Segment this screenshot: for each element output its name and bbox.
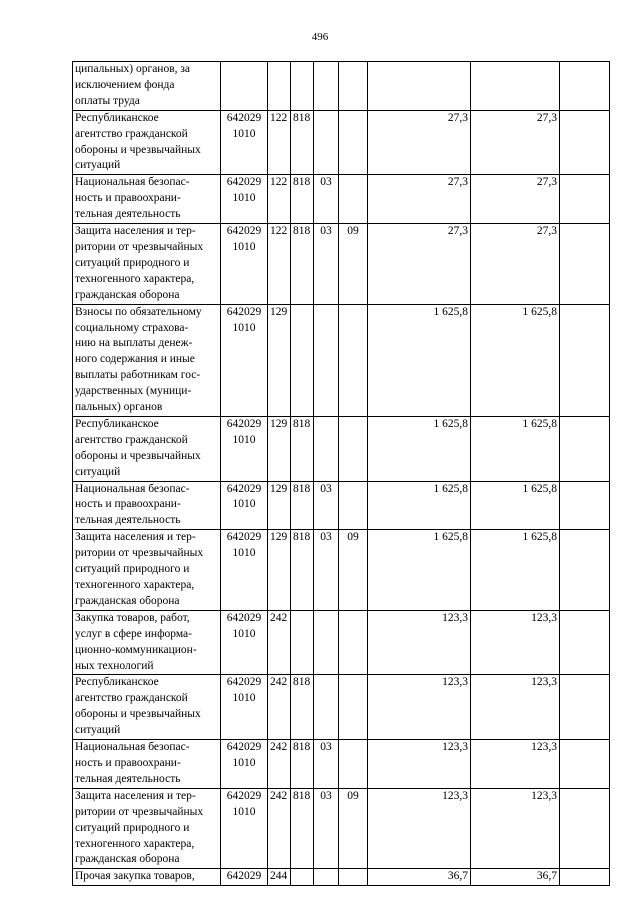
subsection-cell <box>339 740 368 789</box>
expense-name-line: ритории от чрезвычайных <box>75 240 204 253</box>
expense-name-line: ситуаций <box>75 465 121 478</box>
section-cell <box>314 869 339 886</box>
amount-cell: 27,3 <box>368 110 471 175</box>
department-cell: 818 <box>291 224 314 305</box>
section-cell: 03 <box>314 740 339 789</box>
expense-type-cell: 122 <box>268 110 291 175</box>
amount-cell: 1 625,8 <box>471 530 560 611</box>
target-code-line: 642029 <box>226 111 262 124</box>
department-cell <box>291 304 314 416</box>
section-cell: 03 <box>314 175 339 224</box>
amount-cell: 1 625,8 <box>368 530 471 611</box>
expense-name-line: тельная деятельность <box>75 208 181 221</box>
target-code-line: 1010 <box>232 692 256 705</box>
expense-name-line: тельная деятельность <box>75 772 181 785</box>
expense-type-cell: 122 <box>268 175 291 224</box>
expense-name-cell <box>73 788 221 869</box>
target-code-line: 1010 <box>232 756 256 769</box>
expense-name-cell <box>73 416 221 481</box>
expense-name-line: Национальная безопас- <box>75 741 190 754</box>
amount-cell: 123,3 <box>471 740 560 789</box>
section-cell: 03 <box>314 224 339 305</box>
table-row <box>73 416 610 481</box>
table-row <box>73 481 610 530</box>
subsection-cell: 09 <box>339 530 368 611</box>
department-cell: 818 <box>291 416 314 481</box>
expense-type-cell: 129 <box>268 416 291 481</box>
amount-cell: 27,3 <box>471 224 560 305</box>
amount-cell: 123,3 <box>471 675 560 740</box>
department-cell: 818 <box>291 175 314 224</box>
target-code-cell <box>221 740 268 789</box>
expense-name-line: услуг в сфере информа- <box>75 627 192 640</box>
department-cell: 818 <box>291 481 314 530</box>
expense-name-line: Национальная безопас- <box>75 176 190 189</box>
target-code-line: 642029 <box>226 676 262 689</box>
expense-name-cell <box>73 869 221 886</box>
target-code-line: 1010 <box>232 192 256 205</box>
empty-cell <box>560 110 610 175</box>
expense-name-line: ударственных (муници- <box>75 385 192 398</box>
department-cell: 818 <box>291 530 314 611</box>
target-code-line: 642029 <box>226 305 262 318</box>
expense-name-line: ситуаций <box>75 159 121 172</box>
target-code-cell <box>221 416 268 481</box>
target-code-cell <box>221 610 268 675</box>
target-code-line: 1010 <box>232 433 256 446</box>
section-cell <box>314 675 339 740</box>
expense-type-cell: 129 <box>268 481 291 530</box>
subsection-cell <box>339 175 368 224</box>
empty-cell <box>560 224 610 305</box>
subsection-cell <box>339 304 368 416</box>
table-row <box>73 530 610 611</box>
target-code-line: 1010 <box>232 627 256 640</box>
target-code-line: 642029 <box>226 417 262 430</box>
expense-type-cell: 242 <box>268 740 291 789</box>
empty-cell <box>560 175 610 224</box>
expense-name-line: агентство гражданской <box>75 692 188 705</box>
amount-cell: 123,3 <box>471 610 560 675</box>
empty-cell <box>560 869 610 886</box>
expense-type-cell <box>268 62 291 111</box>
expense-name-cell <box>73 304 221 416</box>
expense-name-line: Взносы по обязательному <box>75 305 202 318</box>
amount-cell: 123,3 <box>368 740 471 789</box>
amount-cell: 1 625,8 <box>471 481 560 530</box>
amount-cell: 123,3 <box>471 788 560 869</box>
expense-name-cell <box>73 610 221 675</box>
expense-name-line: пальных) органов <box>75 401 163 414</box>
section-cell <box>314 110 339 175</box>
expense-name-cell <box>73 675 221 740</box>
department-cell: 818 <box>291 740 314 789</box>
empty-cell <box>560 610 610 675</box>
subsection-cell <box>339 675 368 740</box>
expense-name-line: гражданская оборона <box>75 853 180 866</box>
expense-name-line: тельная деятельность <box>75 514 181 527</box>
target-code-cell <box>221 304 268 416</box>
target-code-line: 642029 <box>226 176 262 189</box>
expense-name-line: обороны и чрезвычайных <box>75 708 201 721</box>
expense-name-line: ситуаций природного и <box>75 563 190 576</box>
expense-name-line: социальному страхова- <box>75 321 189 334</box>
expense-name-line: нию на выплаты денеж- <box>75 337 193 350</box>
target-code-line: 642029 <box>226 531 262 544</box>
amount-cell: 27,3 <box>471 110 560 175</box>
amount-cell: 1 625,8 <box>368 416 471 481</box>
subsection-cell <box>339 62 368 111</box>
amount-cell: 1 625,8 <box>368 481 471 530</box>
target-code-line: 642029 <box>226 225 262 238</box>
target-code-line: 642029 <box>226 741 262 754</box>
expense-name-line: выплаты работникам гос- <box>75 369 201 382</box>
expense-name-line: Защита населения и тер- <box>75 225 196 238</box>
table-body <box>73 62 610 886</box>
expense-name-line: агентство гражданской <box>75 127 188 140</box>
expense-name-line: ципальных) органов, за <box>75 63 191 75</box>
empty-cell <box>560 416 610 481</box>
expense-name-line: оплаты труда <box>75 94 140 107</box>
subsection-cell <box>339 110 368 175</box>
expense-type-cell: 129 <box>268 530 291 611</box>
table-row <box>73 788 610 869</box>
subsection-cell <box>339 481 368 530</box>
table-row <box>73 675 610 740</box>
target-code-cell <box>221 224 268 305</box>
amount-cell: 123,3 <box>368 788 471 869</box>
expense-name-line: ного содержания и иные <box>75 353 195 366</box>
expense-name-line: агентство гражданской <box>75 433 188 446</box>
table-row <box>73 224 610 305</box>
expense-name-line: ных технологий <box>75 659 154 672</box>
subsection-cell: 09 <box>339 788 368 869</box>
expense-name-cell <box>73 481 221 530</box>
expense-type-cell: 242 <box>268 675 291 740</box>
target-code-cell <box>221 675 268 740</box>
target-code-cell <box>221 62 268 111</box>
expense-type-cell: 244 <box>268 869 291 886</box>
amount-cell: 27,3 <box>368 224 471 305</box>
amount-cell: 27,3 <box>471 175 560 224</box>
expense-name-line: Республиканское <box>75 676 159 689</box>
subsection-cell <box>339 610 368 675</box>
target-code-line: 642029 <box>226 789 262 802</box>
section-cell <box>314 610 339 675</box>
table-row <box>73 869 610 886</box>
amount-cell <box>471 62 560 111</box>
amount-cell: 36,7 <box>368 869 471 886</box>
empty-cell <box>560 740 610 789</box>
amount-cell: 123,3 <box>368 675 471 740</box>
empty-cell <box>560 481 610 530</box>
department-cell <box>291 869 314 886</box>
expense-name-line: техногенного характера, <box>75 837 195 850</box>
expense-name-line: Республиканское <box>75 111 159 124</box>
department-cell: 818 <box>291 675 314 740</box>
page-number: 496 <box>311 31 329 43</box>
expense-name-line: Защита населения и тер- <box>75 789 196 802</box>
expense-type-cell: 242 <box>268 788 291 869</box>
expense-name-cell <box>73 175 221 224</box>
amount-cell: 123,3 <box>368 610 471 675</box>
amount-cell: 36,7 <box>471 869 560 886</box>
target-code-line: 1010 <box>232 498 256 511</box>
table-row <box>73 175 610 224</box>
target-code-cell <box>221 175 268 224</box>
target-code-line: 1010 <box>232 321 256 334</box>
expense-name-line: ность и правоохрани- <box>75 756 181 769</box>
expense-name-line: обороны и чрезвычайных <box>75 143 201 156</box>
amount-cell: 27,3 <box>368 175 471 224</box>
expense-name-line: гражданская оборона <box>75 288 180 301</box>
amount-cell: 1 625,8 <box>368 304 471 416</box>
target-code-cell <box>221 481 268 530</box>
expense-type-cell: 242 <box>268 610 291 675</box>
expense-name-line: Национальная безопас- <box>75 482 190 495</box>
empty-cell <box>560 788 610 869</box>
section-cell: 03 <box>314 788 339 869</box>
target-code-cell <box>221 530 268 611</box>
expense-type-cell: 122 <box>268 224 291 305</box>
department-cell: 818 <box>291 110 314 175</box>
expense-name-line: ритории от чрезвычайных <box>75 547 204 560</box>
department-cell <box>291 610 314 675</box>
expense-name-line: ситуаций природного и <box>75 256 190 269</box>
empty-cell <box>560 304 610 416</box>
budget-table <box>72 61 610 886</box>
amount-cell <box>368 62 471 111</box>
expense-name-line: Республиканское <box>75 417 159 430</box>
section-cell <box>314 62 339 111</box>
table-row <box>73 62 610 111</box>
expense-name-cell <box>73 62 221 111</box>
expense-name-line: техногенного характера, <box>75 272 195 285</box>
table-row <box>73 110 610 175</box>
expense-name-line: ность и правоохрани- <box>75 192 181 205</box>
department-cell <box>291 62 314 111</box>
expense-name-line: ность и правоохрани- <box>75 498 181 511</box>
expense-name-line: техногенного характера, <box>75 579 195 591</box>
section-cell: 03 <box>314 481 339 530</box>
empty-cell <box>560 62 610 111</box>
expense-name-line: ситуаций природного и <box>75 821 190 834</box>
expense-name-line: Прочая закупка товаров, <box>75 870 195 883</box>
target-code-cell <box>221 110 268 175</box>
expense-name-line: обороны и чрезвычайных <box>75 449 201 462</box>
table-row <box>73 740 610 789</box>
target-code-line: 1010 <box>232 240 256 253</box>
expense-name-line: ционно-коммуникацион- <box>75 643 197 656</box>
expense-name-line: ситуаций <box>75 724 121 737</box>
department-cell: 818 <box>291 788 314 869</box>
amount-cell: 1 625,8 <box>471 304 560 416</box>
expense-name-cell <box>73 530 221 611</box>
target-code-line: 642029 <box>226 611 262 624</box>
expense-name-cell <box>73 224 221 305</box>
target-code-cell <box>221 869 268 886</box>
target-code-line: 642029 <box>226 870 262 883</box>
empty-cell <box>560 675 610 740</box>
target-code-line: 1010 <box>232 805 256 818</box>
section-cell <box>314 304 339 416</box>
section-cell <box>314 416 339 481</box>
expense-name-cell <box>73 110 221 175</box>
expense-name-line: гражданская оборона <box>75 594 180 607</box>
expense-name-cell <box>73 740 221 789</box>
amount-cell: 1 625,8 <box>471 416 560 481</box>
subsection-cell: 09 <box>339 224 368 305</box>
target-code-cell <box>221 788 268 869</box>
expense-name-line: Закупка товаров, работ, <box>75 611 190 624</box>
target-code-line: 1010 <box>232 127 256 140</box>
expense-name-line: Защита населения и тер- <box>75 531 196 544</box>
expense-name-line: исключением фонда <box>75 78 175 91</box>
subsection-cell <box>339 416 368 481</box>
table-row <box>73 304 610 416</box>
target-code-line: 642029 <box>226 482 262 495</box>
section-cell: 03 <box>314 530 339 611</box>
subsection-cell <box>339 869 368 886</box>
expense-name-line: ритории от чрезвычайных <box>75 805 204 818</box>
expense-type-cell: 129 <box>268 304 291 416</box>
target-code-line: 1010 <box>232 547 256 560</box>
table-row <box>73 610 610 675</box>
empty-cell <box>560 530 610 611</box>
